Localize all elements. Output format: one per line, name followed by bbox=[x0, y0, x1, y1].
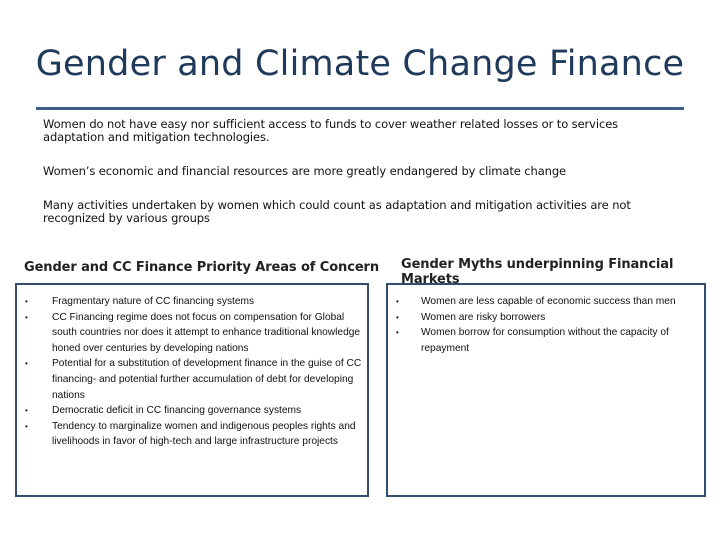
list-item bbox=[25, 403, 365, 419]
list-item bbox=[396, 310, 702, 326]
list-item-text: Potential for a substitution of development finance in the guise of CC financing- and potential further accumulation of debt for developing nations bbox=[52, 358, 362, 401]
list-item bbox=[25, 356, 365, 403]
bullet-icon: • bbox=[396, 328, 399, 338]
financial-myths-box bbox=[386, 283, 706, 497]
slide-title: Gender and Climate Change Finance bbox=[35, 44, 685, 84]
intro-paragraph-3: Many activities undertaken by women which could count as adaptation and mitigation activities are not recognized by various groups bbox=[43, 198, 631, 225]
list-item bbox=[25, 419, 365, 450]
title-divider bbox=[36, 107, 684, 110]
list-item bbox=[25, 310, 365, 357]
list-item-text: CC Financing regime does not focus on compensation for Global south countries nor does it attempt to enhance traditional knowledge honed over centuries by developing nations bbox=[52, 311, 361, 354]
list-item-text: Women borrow for consumption without the capacity of repayment bbox=[421, 327, 669, 354]
list-item bbox=[25, 294, 365, 310]
list-item bbox=[396, 325, 702, 356]
priority-areas-box bbox=[15, 283, 369, 497]
list-item-text: Women are less capable of economic success than men bbox=[421, 296, 676, 307]
left-box-title: Gender and CC Finance Priority Areas of Concern bbox=[24, 260, 379, 275]
list-item-text: Democratic deficit in CC financing governance systems bbox=[52, 405, 302, 417]
list-item-text: Fragmentary nature of CC financing systems bbox=[52, 296, 255, 307]
bullet-icon: • bbox=[25, 297, 28, 306]
financial-myths-list bbox=[396, 294, 702, 356]
intro-paragraph-1: Women do not have easy nor sufficient access to funds to cover weather related losses or to services adaptation and mitigation technologies. bbox=[43, 117, 619, 144]
bullet-icon: • bbox=[25, 312, 28, 322]
bullet-icon: • bbox=[396, 297, 399, 306]
bullet-icon: • bbox=[25, 406, 28, 416]
list-item bbox=[396, 294, 702, 310]
bullet-icon: • bbox=[25, 421, 28, 431]
list-item-text: Women are risky borrowers bbox=[421, 311, 546, 323]
right-box-title: Gender Myths underpinning Financial Markets bbox=[401, 257, 674, 287]
bullet-icon: • bbox=[396, 312, 399, 322]
priority-areas-list bbox=[25, 294, 365, 450]
intro-paragraph-2: Women’s economic and financial resources are more greatly endangered by climate change bbox=[43, 164, 567, 178]
list-item-text: Tendency to marginalize women and indigenous peoples rights and livelihoods in favor of high-tech and large infrastructure projects bbox=[52, 420, 356, 448]
bullet-icon: • bbox=[25, 359, 28, 369]
